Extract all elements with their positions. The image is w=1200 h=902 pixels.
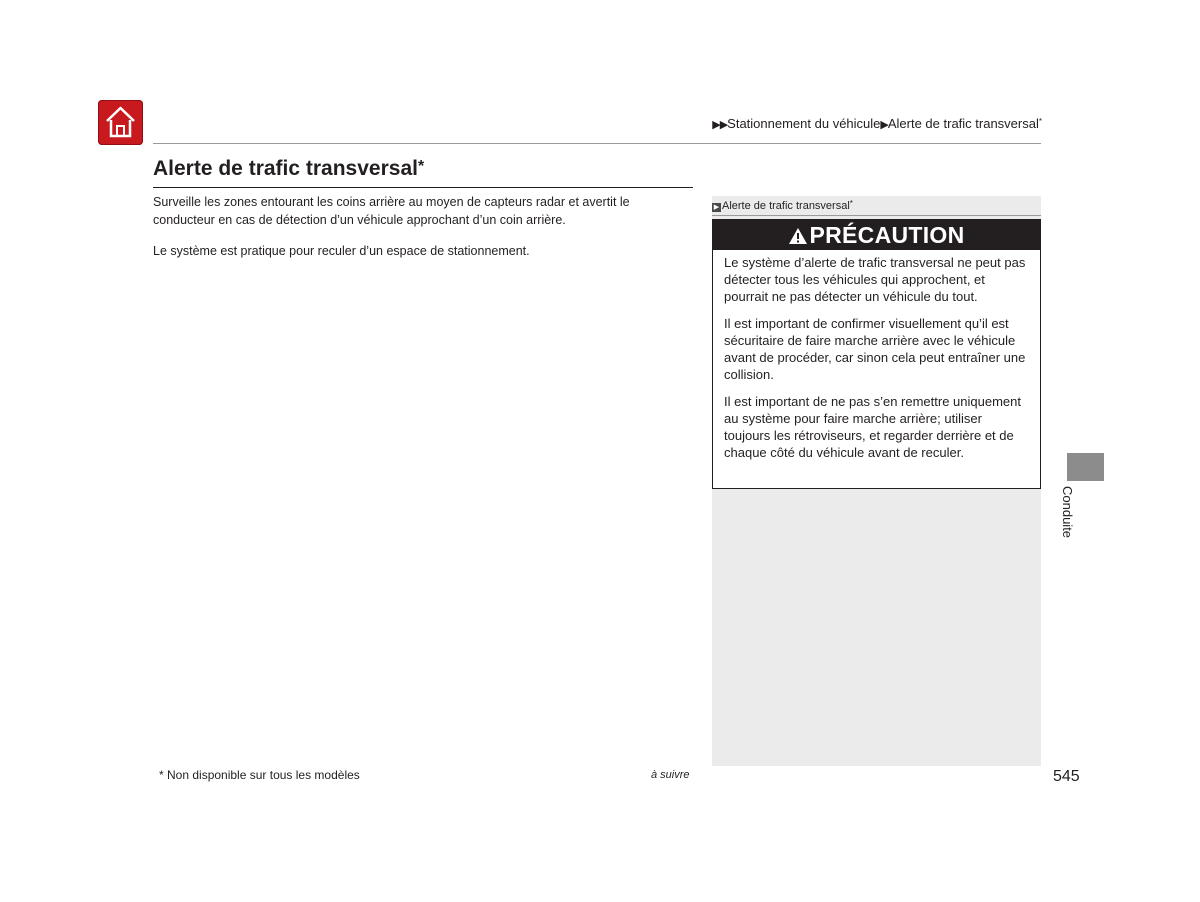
caution-paragraph: Il est important de ne pas s’en remettre uniquement au système pour faire marche arrière; utiliser toujours les rétroviseurs, et regarder derrière et de chaque côté du véhicule avant de reculer. — [724, 394, 1021, 460]
caution-body — [713, 250, 1040, 461]
page-title — [153, 157, 424, 181]
breadcrumb-section[interactable]: Stationnement du véhicule — [727, 116, 881, 131]
side-panel-reference-star: * — [849, 199, 853, 208]
continued-indicator: à suivre — [651, 769, 690, 781]
warning-triangle-icon — [788, 227, 808, 245]
page-number: 545 — [1053, 768, 1080, 785]
caution-header — [713, 220, 1040, 250]
caution-paragraph: Il est important de confirmer visuellement qu’il est sécuritaire de faire marche arrière avec le véhicule avant de procéder, car sinon cela peut entraîner une collision. — [724, 316, 1026, 382]
page-title-star: * — [417, 158, 425, 175]
page-title-text: Alerte de trafic transversal — [153, 157, 418, 180]
breadcrumb — [712, 116, 1042, 131]
caution-paragraph: Le système d’alerte de trafic transversal ne peut pas détecter tous les véhicules qui approchent, et pourrait ne pas détecter un véhicule du tout. — [724, 255, 1026, 304]
header-divider — [153, 143, 1041, 144]
caution-box — [712, 219, 1041, 489]
home-button[interactable] — [98, 100, 143, 145]
intro-paragraph: Surveille les zones entourant les coins arrière au moyen de capteurs radar et avertit le conducteur en cas de détection d’un véhicule approchant d’un coin arrière. — [153, 195, 630, 227]
chapter-tab-label[interactable]: Conduite — [1060, 486, 1075, 539]
double-arrow-icon: ▶▶ — [712, 119, 728, 131]
title-divider — [153, 187, 693, 188]
arrow-icon: ▶ — [880, 119, 888, 131]
side-panel-reference-text: Alerte de trafic transversal — [722, 200, 850, 212]
side-panel-reference[interactable] — [712, 196, 1041, 216]
footnote: * Non disponible sur tous les modèles — [159, 768, 360, 782]
chapter-tab-marker[interactable] — [1067, 453, 1104, 481]
breadcrumb-star: * — [1038, 117, 1042, 126]
usage-paragraph: Le système est pratique pour reculer d’un espace de stationnement. — [153, 244, 530, 258]
caution-label: PRÉCAUTION — [809, 222, 965, 248]
breadcrumb-page[interactable]: Alerte de trafic transversal — [887, 116, 1039, 131]
home-icon — [104, 105, 137, 139]
reference-arrow-icon: ▶ — [713, 204, 720, 211]
